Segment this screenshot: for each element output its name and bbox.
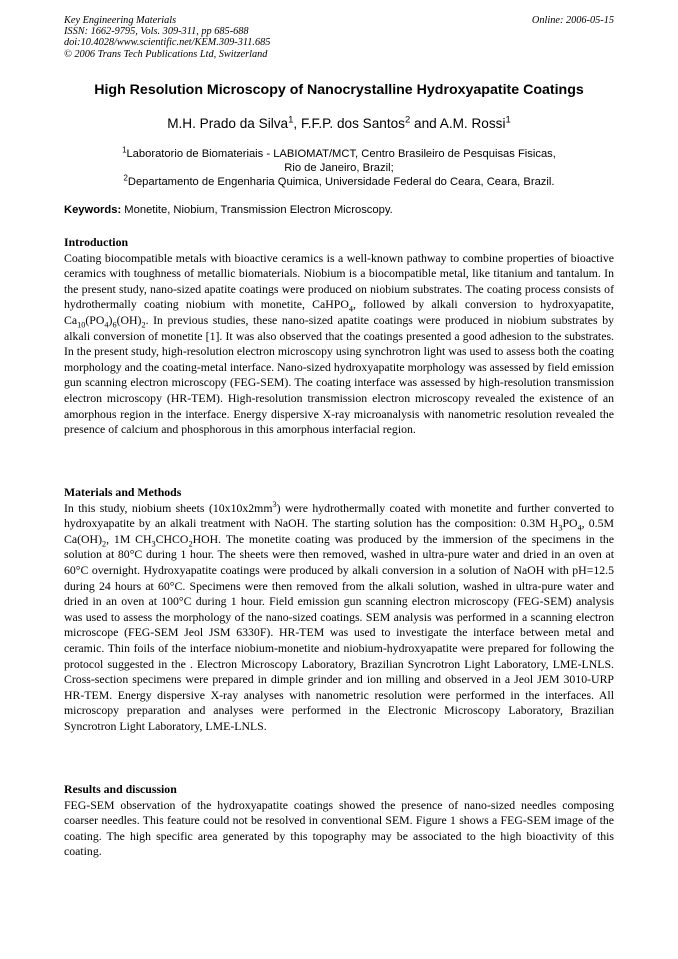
affiliations — [40, 147, 638, 189]
subscript: 2 — [188, 539, 193, 549]
text-run: , 0.5M Ca(OH) — [64, 516, 614, 546]
subscript: 2 — [102, 539, 107, 549]
subscript: 2 — [141, 320, 146, 330]
keywords-label: Keywords: — [64, 204, 122, 216]
section-heading: Results and discussion — [64, 782, 177, 796]
author-list — [40, 116, 638, 131]
text-run: . In previous studies, these nano-sized apatite coatings were produced in niobium substrates by alkali conversion of monetite [1]. It was also observed that the coatings presented a good adhesion to the substrates. In the present study, high-resolution electron microscopy using synchrotron light was used to assess both the coating morphology and the coating-metal interface. Nano-sized hydroxyapatite morphology was assessed by field emission gun scanning electron microscopy (FEG-SEM). The coating interface was assessed by high-resolution transmission electron microscopy (HR-TEM). High-resolution transmission electron microscopy revealed the existence of an amorphous region in the interface. Energy dispersive X-ray microanalysis with nanometric resolution revealed the presence of calcium and phosphorous in this amorphous interfacial region. — [64, 312, 614, 437]
affil-sup: 1 — [122, 145, 127, 155]
author-affil-sup: 2 — [404, 114, 411, 126]
section-introduction — [64, 235, 614, 438]
text-run: (PO — [85, 312, 105, 327]
section-heading: Introduction — [64, 235, 129, 249]
affiliation-2 — [40, 175, 638, 189]
text-run: (OH) — [116, 312, 142, 327]
author-affil-sup: 1 — [288, 114, 294, 126]
section-methods — [64, 485, 614, 735]
author-affil-sup: 1 — [505, 114, 511, 126]
text-run: ) — [108, 312, 113, 327]
author-separator: and — [410, 116, 440, 131]
text-run: Coating biocompatible metals with bioactive ceramics is a well-known pathway to combine properties of bioactive ceramics with toughness of metallic biomaterials. Niobium is a biocompatible metal, like titanium and tantalum. In the present study, nano-sized apatite coatings were produced on niobium substrates. The coating process consists of hydrothermally coating niobium with monetite, CaHPO — [64, 250, 614, 312]
issn-line: ISSN: 1662-9795, Vols. 309-311, pp 685-688 — [64, 26, 249, 38]
text-run: , followed by alkali conversion to hydroxyapatite, Ca — [64, 297, 614, 327]
subscript: 4 — [104, 320, 109, 330]
author-name: A.M. Rossi — [439, 116, 506, 131]
author-separator: , — [293, 116, 301, 131]
author-name: F.F.P. dos Santos — [300, 116, 405, 131]
copyright-line: © 2006 Trans Tech Publications Ltd, Switzerland — [64, 48, 268, 60]
text-run: , 1M CH — [106, 531, 152, 546]
subscript: 10 — [77, 320, 86, 330]
text-run: PO — [562, 516, 578, 531]
paragraph — [64, 251, 614, 438]
doi-line[interactable]: doi:10.4028/www.scientific.net/KEM.309-311.685 — [64, 37, 271, 49]
affil-sup: 2 — [123, 173, 128, 183]
journal-header — [64, 15, 270, 60]
subscript: 3 — [558, 523, 563, 533]
affiliation-1 — [40, 147, 638, 161]
author-name: M.H. Prado da Silva — [167, 116, 289, 131]
journal-name: Key Engineering Materials — [64, 15, 177, 26]
online-date: Online: 2006-05-15 — [531, 15, 614, 26]
subscript: 3 — [151, 539, 156, 549]
text-run: HOH. The monetite coating was produced by the immersion of the specimens in the solution at 80°C during 1 hour. The sheets were then removed, washed in ultra-pure water and dried in an oven at 60°C overnight. Hydroxyapatite coatings were produced by alkali conversion in a solution of NaOH with pH=12.5 during 24 hours at 60°C. Specimens were then removed from the alkali solution, washed in ultra-pure water and dried in an oven at 100°C during 1 hour. Field emission gun scanning electron microscopy (FEG-SEM) analysis was used to assess the morphology of the nano-sized coatings. SEM analysis was performed in a scanning electron microscope (FEG-SEM Jeol JSM 6330F). HR-TEM was used to investigate the interface between metal and ceramic. Thin foils of the interface niobium-monetite and niobium-hydroxyapatite were prepared for following the protocol suggested in the . Electron Microscopy Laboratory, Brazilian Syncrotron Light Laboratory, LME-LNLS. Cross-section specimens were prepared in dimple grinder and ion milling and observed in a Jeol JEM 3010-URP HR-TEM. Energy dispersive X-ray analyses with nanometric resolution were performed in the interfaces. All microscopy preparation and analyses were performed in the Electronic Microscopy Laboratory, Brazilian Syncrotron Light Laboratory, LME-LNLS. — [64, 531, 614, 733]
section-heading: Materials and Methods — [64, 485, 182, 499]
text-run: In this study, niobium sheets (10x10x2mm — [64, 500, 273, 515]
affil-text: Laboratorio de Biomateriais - LABIOMAT/MCT, Centro Brasileiro de Pesquisas Fisicas, — [126, 148, 556, 160]
paragraph: FEG-SEM observation of the hydroxyapatite coatings showed the presence of nano-sized needles composing coarser needles. This feature could not be resolved in conventional SEM. Figure 1 shows a FEG-SEM image of the coating. The high specific area generated by this topography may be associated to the high bioactivity of this coating. — [64, 797, 614, 859]
subscript: 4 — [577, 523, 582, 533]
affil-text: Departamento de Engenharia Quimica, Universidade Federal do Ceara, Ceara, Brazil. — [127, 176, 555, 188]
text-run: CHCO — [155, 531, 189, 546]
affiliation-1-cont: Rio de Janeiro, Brazil; — [284, 162, 394, 174]
text-run: ) were hydrothermally coated with monetite and further converted to hydroxyapatite by an alkali treatment with NaOH. The starting solution has the composition: 0.3M H — [64, 500, 615, 531]
subscript: 6 — [112, 320, 117, 330]
paragraph — [64, 501, 614, 735]
section-results — [64, 782, 614, 860]
paper-title: High Resolution Microscopy of Nanocrystalline Hydroxyapatite Coatings — [94, 82, 584, 98]
superscript: 3 — [272, 499, 277, 509]
subscript: 4 — [348, 304, 354, 314]
keywords-text: Monetite, Niobium, Transmission Electron Microscopy. — [121, 204, 393, 216]
keywords — [64, 204, 624, 216]
